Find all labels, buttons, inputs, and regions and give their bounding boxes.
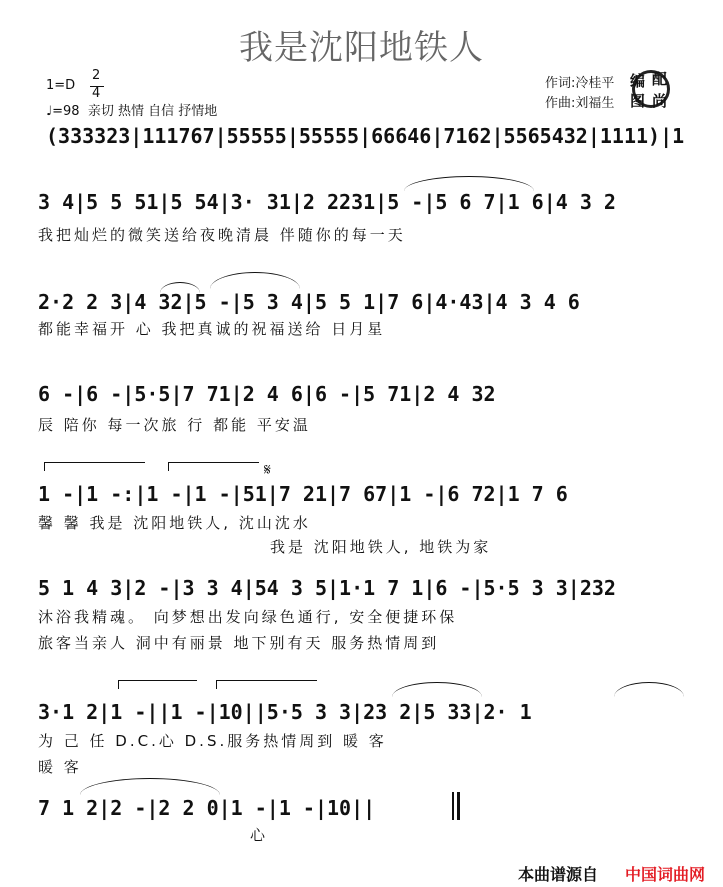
composer-credit: 作曲:刘福生 [545,96,615,111]
final-barline [452,792,454,820]
score-row-7-lyrics-1: 为 己 任 D.C.心 D.S.服务热情周到 暖 客 [38,732,387,750]
volta-2 [168,462,259,471]
score-row-2-lyrics: 我把灿烂的微笑送给夜晚清晨 伴随你的每一天 [38,226,406,244]
score-row-6-lyrics-2: 旅客当亲人 洞中有丽景 地下别有天 服务热情周到 [38,634,440,652]
footer-source-label: 本曲谱源自 [518,865,599,884]
score-row-6-lyrics-1: 沐浴我精魂。 向梦想出发向绿色通行, 安全便捷环保 [38,608,458,626]
slur-arc [614,682,684,697]
score-row-8-notes: 7 1 2|2 -|2 2 0|1 -|1 -|10|| [38,796,376,820]
volta-1 [44,462,145,471]
score-row-5-notes: 1 -|1 -:|1 -|1 -|51|7 21|7 67|1 -|6 72|1 7 6 [38,482,568,506]
final-barline-thick [457,792,460,820]
score-row-2-notes: 3 4|5 5 51|5 54|3· 31|2 2231|5 -|5 6 7|1 6|4 3 2 [38,190,616,214]
score-row-7-notes: 3·1 2|1 -||1 -|10||5·5 3 3|23 2|5 33|2· 1 [38,700,532,724]
slur-arc [392,682,482,697]
score-row-4-lyrics: 辰 陪你 每一次旅 行 都能 平安温 [38,416,311,434]
time-signature-bottom: 4 [92,86,101,101]
slur-arc [404,176,534,191]
lyricist-credit: 作词:冷桂平 [545,76,615,91]
volta-4 [216,680,317,689]
song-title: 我是沈阳地铁人 [239,28,484,68]
segno-icon: 𝄋 [264,460,271,479]
tempo-marking: ♩=98 亲切 热情 自信 抒情地 [46,104,218,119]
score-row-1-notes: (333323|111767|55555|55555|66646|7162|5565432|1111)|1 [46,124,685,148]
volta-3 [118,680,197,689]
time-signature-top: 2 [92,68,101,83]
footer-site-link[interactable]: 中国词曲网 [625,865,706,884]
score-row-5-lyrics-1: 馨 馨 我是 沈阳地铁人, 沈山沈水 [38,514,311,532]
publisher-logo: 编 配 图 尚 [630,66,674,110]
score-row-3-notes: 2·2 2 3|4 32|5 -|5 3 4|5 5 1|7 6|4·43|4 3 4 6 [38,290,580,314]
key-signature: 1=D [46,78,76,93]
slur-arc [80,778,220,795]
slur-arc [210,272,300,289]
score-row-6-notes: 5 1 4 3|2 -|3 3 4|54 3 5|1·1 7 1|6 -|5·5 3 3|232 [38,576,616,600]
score-row-3-lyrics: 都能幸福开 心 我把真诚的祝福送给 日月星 [38,320,386,338]
score-row-4-notes: 6 -|6 -|5·5|7 71|2 4 6|6 -|5 71|2 4 32 [38,382,496,406]
score-row-7-lyrics-2: 暖 客 [38,758,82,776]
score-row-8-lyrics: 心 [250,826,269,844]
score-row-5-lyrics-2: 我是 沈阳地铁人, 地铁为家 [270,538,492,556]
slur-arc [160,282,200,293]
